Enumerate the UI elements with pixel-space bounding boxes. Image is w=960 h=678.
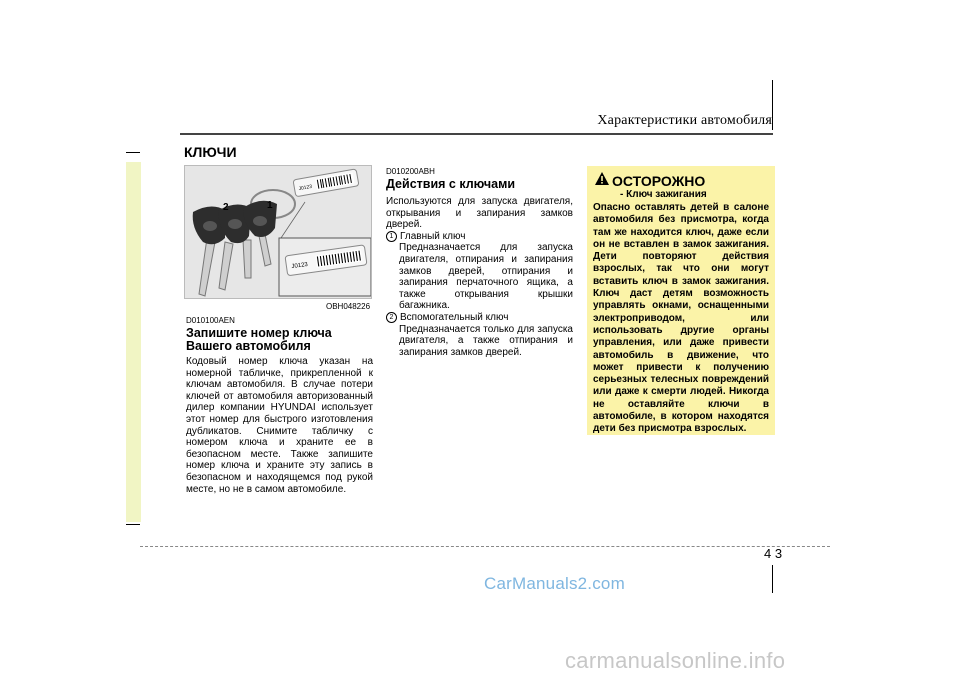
- callout-1: 1: [267, 200, 273, 211]
- watermark-carmanuals2[interactable]: CarManuals2.com: [484, 574, 625, 593]
- item1-text: Предназначается для запуска двигателя, отпирания и запирания замков дверей, отпирания и запирания перчаточного ящика, а также открывания крышки багажника.: [399, 242, 573, 312]
- page-number: 4 3: [764, 546, 783, 561]
- crop-mark-bottom: [772, 565, 773, 593]
- list-item-aux-key: [386, 312, 573, 324]
- keys-illustration: [184, 165, 372, 299]
- left-heading: Запишите номер ключа Вашего автомобиля: [186, 326, 332, 353]
- middle-code: D010200ABH: [386, 167, 435, 176]
- warning-subtitle: - Ключ зажигания: [620, 189, 707, 200]
- warning-title: ОСТОРОЖНО: [612, 173, 706, 189]
- list-item-main-key: [386, 231, 573, 243]
- top-left-tick: [126, 152, 140, 153]
- callout-2: 2: [223, 202, 229, 213]
- figure-code: OBH048226: [326, 302, 371, 311]
- tag-label: J0123: [298, 183, 313, 193]
- item2-text: Предназначается только для запуска двигателя, а также отпирания и запирания замков дверей.: [399, 323, 573, 358]
- footer-rule: [140, 546, 830, 547]
- item2-title: Вспомогательный ключ: [400, 311, 509, 323]
- left-code: D010100AEN: [186, 316, 235, 325]
- header-title: Характеристики автомобиля: [597, 113, 772, 128]
- bottom-left-tick: [126, 524, 140, 525]
- item2-number: 2: [386, 312, 397, 323]
- warning-icon: [595, 172, 609, 190]
- middle-intro: Используются для запуска двигателя, открывания и запирания замков дверей.: [386, 196, 573, 231]
- section-title: КЛЮЧИ: [184, 144, 237, 160]
- crop-mark-top: [772, 80, 773, 130]
- middle-heading: Действия с ключами: [386, 177, 516, 191]
- keys-drawing: [185, 166, 372, 299]
- left-body: Кодовый номер ключа указан на номерной табличке, прикрепленной к ключам автомобиля. В случае потери ключей от автомобиля авторизованный дилер компании HYUNDAI использует этот номер для быстрого изготовления дубликатов. Снимите табличку с номером ключа и храните ее в безопасном месте. Также запишите номер ключа и храните эту запись в безопасном и находящемся под рукой месте, но не в самом автомобиле.: [186, 356, 373, 495]
- watermark-carmanualsonline[interactable]: carmanualsonline.info: [565, 648, 786, 673]
- zoom-tag-label: J0123: [291, 261, 309, 271]
- item1-number: 1: [386, 231, 397, 242]
- middle-content: [386, 196, 573, 358]
- warning-body: Опасно оставлять детей в салоне автомобиля без присмотра, когда там же находится ключ, даже если он не вставлен в замок зажигания. Дети повторяют действия взрослых, так что они могут вставить ключ в замок зажигания. Ключ даст детям возможность управлять окнами, оснащенными электроприводом, или использовать другие органы управления, или даже привести автомобиль в движение, что может привести к получению серьезных телесных повреждений или даже к смерти людей. Никогда не оставляйте ключи в автомобиле, в котором находятся дети без присмотра взрослых.: [593, 202, 769, 435]
- margin-strip: [126, 162, 141, 522]
- item1-title: Главный ключ: [400, 230, 466, 242]
- header-rule: [180, 133, 773, 135]
